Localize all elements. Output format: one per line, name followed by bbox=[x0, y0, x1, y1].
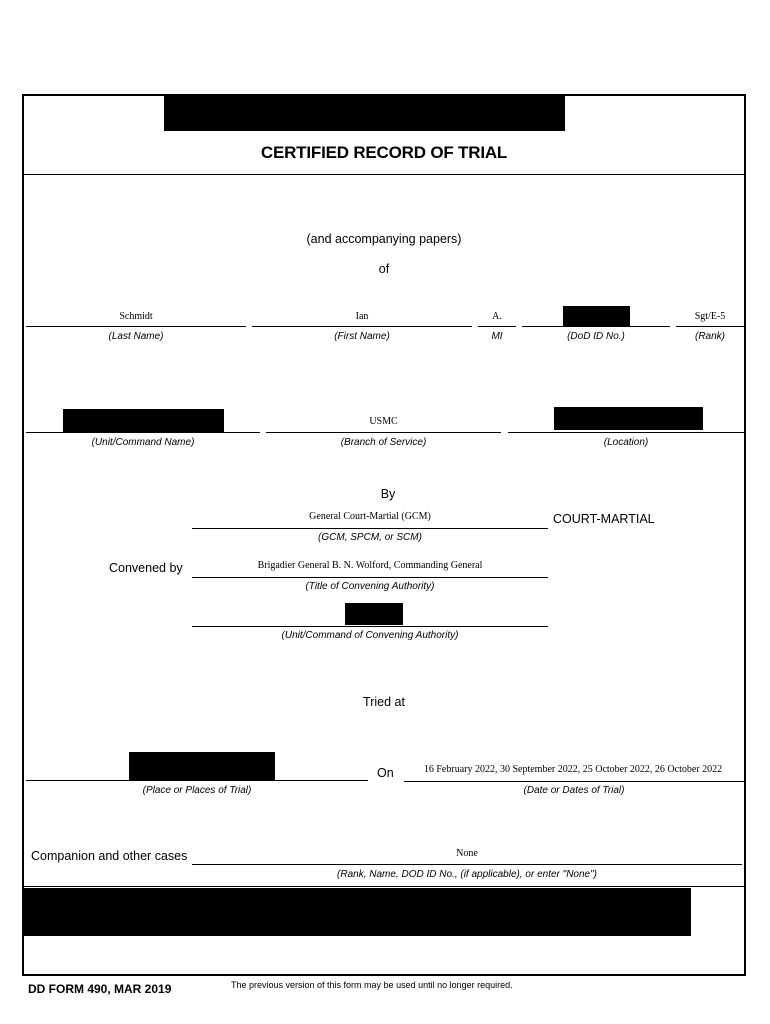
of-label: of bbox=[378, 262, 390, 276]
branch-value[interactable]: USMC bbox=[369, 416, 398, 427]
court-type-value[interactable]: General Court-Martial (GCM) bbox=[309, 511, 431, 522]
unit-caption: (Unit/Command Name) bbox=[91, 437, 195, 448]
dod-id-line bbox=[522, 326, 670, 327]
form-title: CERTIFIED RECORD OF TRIAL bbox=[260, 143, 508, 162]
convened-by-label: Convened by bbox=[109, 561, 183, 575]
branch-caption: (Branch of Service) bbox=[340, 437, 427, 448]
location-redaction bbox=[554, 407, 703, 430]
rank-value[interactable]: Sgt/E-5 bbox=[694, 311, 726, 322]
location-line bbox=[508, 432, 744, 433]
location-caption: (Location) bbox=[603, 437, 649, 448]
court-type-caption: (GCM, SPCM, or SCM) bbox=[318, 532, 422, 543]
bottom-divider bbox=[24, 886, 746, 887]
place-caption: (Place or Places of Trial) bbox=[142, 785, 252, 796]
header-redaction bbox=[164, 96, 565, 131]
place-redaction bbox=[129, 752, 275, 780]
trial-dates-caption: (Date or Dates of Trial) bbox=[523, 785, 625, 796]
dod-id-caption: (DoD ID No.) bbox=[567, 331, 625, 342]
last-name-value[interactable]: Schmidt bbox=[119, 311, 153, 322]
court-type-line bbox=[192, 528, 548, 529]
title-divider bbox=[24, 174, 746, 175]
convening-unit-caption: (Unit/Command of Convening Authority) bbox=[281, 630, 459, 641]
companion-caption: (Rank, Name, DOD ID No., (if applicable), or enter "None") bbox=[337, 869, 597, 880]
companion-value[interactable]: None bbox=[456, 848, 478, 859]
place-line bbox=[26, 780, 368, 781]
unit-line bbox=[26, 432, 260, 433]
subtitle: (and accompanying papers) bbox=[306, 232, 462, 246]
unit-redaction bbox=[63, 409, 224, 432]
dod-id-redaction bbox=[563, 306, 630, 327]
last-name-line bbox=[26, 326, 246, 327]
companion-line bbox=[192, 864, 742, 865]
mi-caption: MI bbox=[491, 331, 503, 342]
convening-title-line bbox=[192, 577, 548, 578]
mi-value[interactable]: A. bbox=[492, 311, 502, 322]
by-label: By bbox=[380, 487, 396, 501]
first-name-line bbox=[252, 326, 472, 327]
trial-dates-value[interactable]: 16 February 2022, 30 September 2022, 25 October 2022, 26 October 2022 bbox=[423, 764, 723, 775]
trial-dates-line bbox=[404, 781, 744, 782]
companion-label: Companion and other cases bbox=[31, 849, 188, 863]
convening-title-caption: (Title of Convening Authority) bbox=[305, 581, 435, 592]
tried-at-label: Tried at bbox=[363, 695, 405, 709]
first-name-caption: (First Name) bbox=[334, 331, 390, 342]
rank-caption: (Rank) bbox=[694, 331, 725, 342]
convening-unit-redaction bbox=[345, 603, 403, 625]
convening-unit-line bbox=[192, 626, 548, 627]
court-martial-label: COURT-MARTIAL bbox=[553, 512, 655, 526]
convening-title-value[interactable]: Brigadier General B. N. Wolford, Commanding General bbox=[257, 560, 483, 571]
mi-line bbox=[478, 326, 516, 327]
footer-note: The previous version of this form may be used until no longer required. bbox=[231, 980, 513, 990]
on-label: On bbox=[377, 766, 394, 780]
form-id: DD FORM 490, MAR 2019 bbox=[28, 982, 172, 996]
branch-line bbox=[266, 432, 501, 433]
last-name-caption: (Last Name) bbox=[108, 331, 164, 342]
first-name-value[interactable]: Ian bbox=[355, 311, 369, 322]
rank-line bbox=[676, 326, 744, 327]
bottom-redaction bbox=[24, 888, 691, 936]
